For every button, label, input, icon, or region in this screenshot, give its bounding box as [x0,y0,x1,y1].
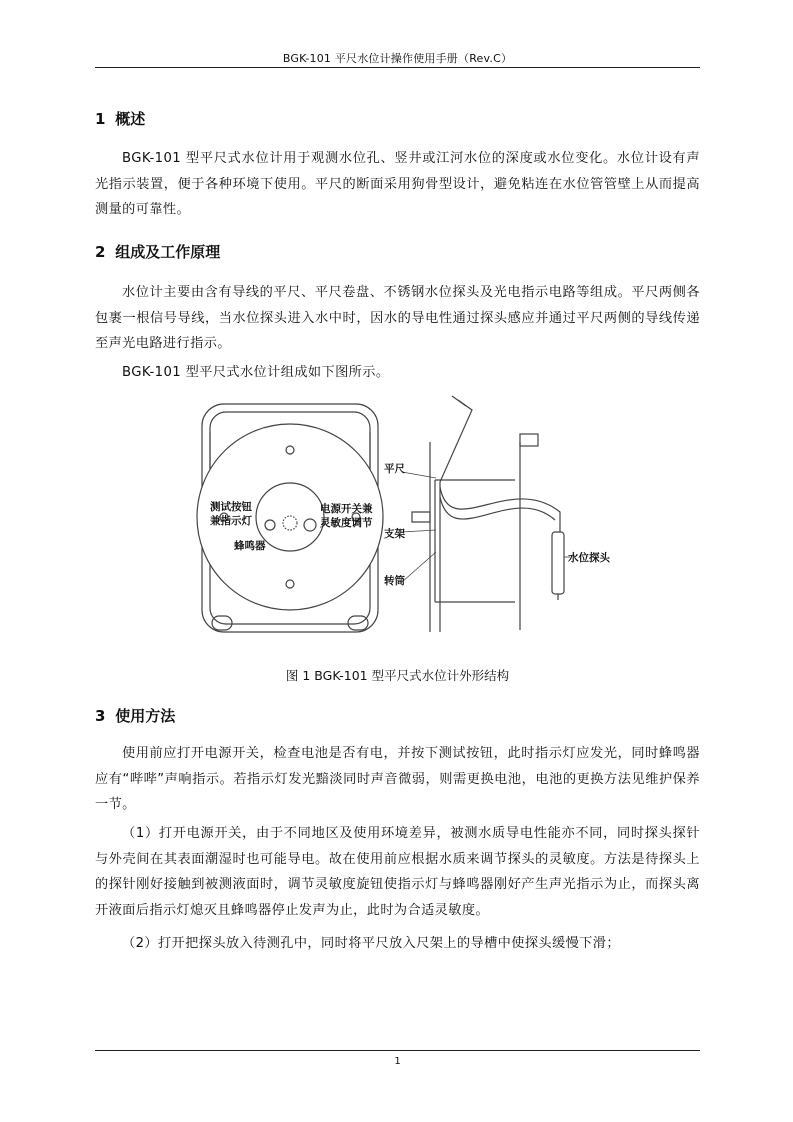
figure-caption: 图 1 BGK-101 型平尺式水位计外形结构 [285,668,510,683]
label-ruler: 平尺 [384,463,405,475]
page-number: 1 [394,1056,401,1067]
label-probe: 水位探头 [568,552,610,564]
section-2-paragraph-2: BGK-101 型平尺式水位计组成如下图所示。 [122,365,390,380]
ruler-tape [440,487,560,532]
section-3-paragraph-3: （2）打开把探头放入待测孔中，同时将平尺放入尺架上的导槽中使探头缓慢下滑； [122,936,620,951]
footer-rule [95,1050,700,1051]
meter-drawing [190,392,610,642]
section-3-paragraph-1: 使用前应打开电源开关，检查电池是否有电，并按下测试按钮，此时指示灯应发光，同时蜂鸣器应有“哔哔”声响指示。若指示灯发光黯淡同时声音微弱，则需更换电池，电池的更换方法见维护保养一节。 [95,746,700,812]
page-header: BGK-101 平尺水位计操作使用手册（Rev.C） [282,52,513,65]
probe-body [552,532,564,594]
section-1-heading [95,108,145,129]
section-3-title: 使用方法 [115,707,176,725]
label-indicator: 兼指示灯 [210,515,252,527]
section-1-number: 1 [95,110,106,128]
label-reel: 转筒 [384,575,405,587]
section-3-number: 3 [95,707,106,725]
header-rule [95,67,700,68]
section-2-heading [95,241,220,262]
figure-water-level-meter [190,392,610,642]
control-panel [256,483,324,551]
section-1-title: 概述 [115,110,146,128]
label-test-button: 测试按钮 [210,501,252,513]
label-sensitivity: 灵敏度调节 [320,517,373,529]
section-2-number: 2 [95,243,106,261]
ruler-arm [440,400,472,632]
section-2-paragraph-1: 水位计主要由含有导线的平尺、平尺卷盘、不锈钢水位探头及光电指示电路等组成。平尺两侧各包裹一根信号导线，当水位探头进入水中时，因水的导电性通过探头感应并通过平尺两侧的导线传递至声光电路进行指示。 [95,285,700,351]
label-frame: 支架 [384,528,405,540]
section-1-paragraph-1: BGK-101 型平尺式水位计用于观测水位孔、竖井或江河水位的深度或水位变化。水位计设有声光指示装置，便于各种环境下使用。平尺的断面采用狗骨型设计，避免粘连在水位管管壁上从而提高测量的可靠性。 [95,151,700,217]
section-2-title: 组成及工作原理 [115,243,221,261]
label-buzzer: 蜂鸣器 [234,540,266,552]
section-3-paragraph-2: （1）打开电源开关，由于不同地区及使用环境差异，被测水质导电性能亦不同，同时探头探针与外壳间在其表面潮湿时也可能导电。故在使用前应根据水质来调节探头的灵敏度。方法是待探头上的探针刚好接触到被测液面时，调节灵敏度旋钮使指示灯与蜂鸣器刚好产生声光指示为止，而探头离开液面后指示灯熄灭且蜂鸣器停止发声为止，此时为合适灵敏度。 [95,826,700,918]
section-3-heading [95,705,175,726]
label-power-switch: 电源开关兼 [320,503,373,515]
reel-handle [520,434,538,446]
